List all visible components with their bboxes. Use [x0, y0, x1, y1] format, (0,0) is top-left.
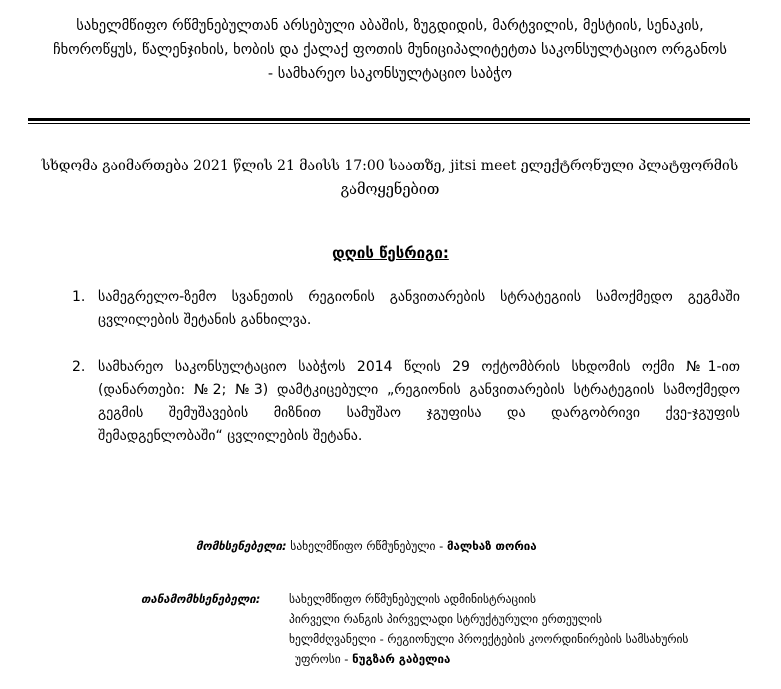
header-line-2: ჩხოროწყუს, წალენჯიხის, ხობის და ქალაქ ფოთის მუნიციპალიტეტთა საკონსულტაციო ორგანოს — [53, 42, 727, 58]
agenda-item-text — [98, 356, 740, 448]
agenda-item-line: (დანართები: №2; №3) დამტკიცებული „რეგიონის განვითარების სტრატეგიის სამოქმედო — [98, 382, 740, 398]
reporter-label: მომხსენებელი: — [196, 539, 287, 553]
header-divider-thin — [28, 123, 750, 124]
agenda-item-line: სამეგრელო-ზემო სვანეთის რეგიონის განვითარების სტრატეგიის სამოქმედო გეგმაში — [98, 289, 740, 305]
reporter-name: მალხაზ თორია — [446, 539, 537, 553]
co-reporter-line-2: პირველი რანგის პირველადი სტრუქტურული ერთეულის — [289, 612, 602, 626]
agenda-item-line: შემადგენლობაში“ ცვლილების შეტანა. — [98, 428, 363, 444]
co-reporter-details — [289, 589, 688, 669]
reporter-role: სახელმწიფო რწმუნებული - — [286, 539, 447, 553]
meeting-info-line-1: სხდომა გაიმართება 2021 წლის 21 მაისს 17:00 საათზე, jitsi meet ელექტრონული პლატფორმის — [41, 158, 739, 174]
header-divider-thick — [28, 118, 750, 121]
co-reporter-line-3: ხელმძღვანელი - რეგიონული პროექტების კოორდინირების სამსახურის — [289, 632, 689, 646]
co-reporter-line-1: სახელმწიფო რწმუნებულის ადმინისტრაციის — [289, 592, 536, 606]
header-line-1: სახელმწიფო რწმუნებულთან არსებული აბაშის, ზუგდიდის, მარტვილის, მესტიის, სენაკის, — [76, 18, 704, 34]
co-reporter-position: უფროსი - — [295, 652, 353, 666]
header-line-3: - სამხარეო საკონსულტაციო საბჭო — [267, 66, 513, 82]
agenda-item-1 — [68, 286, 740, 332]
agenda-item-number: 1. — [72, 289, 86, 305]
agenda-item-line: სამხარეო საკონსულტაციო საბჭოს 2014 წლის 29 ოქტომბრის სხდომის ოქმი №1-ით — [98, 359, 740, 375]
agenda-item-line: გეგმის შემუშავების მიზნით სამუშაო ჯგუფისა და დარგობრივი ქვე-ჯგუფის — [98, 405, 740, 421]
reporter — [196, 536, 537, 556]
agenda-item-2 — [68, 356, 740, 448]
agenda-list — [68, 286, 740, 448]
agenda-item-line: ცვლილების შეტანის განხილვა. — [98, 312, 312, 328]
co-reporter-line-4 — [289, 649, 688, 669]
meeting-info — [40, 154, 740, 202]
co-reporter-name: ნუგზარ გაბელია — [352, 652, 451, 666]
agenda-item-text — [98, 286, 740, 332]
meeting-info-line-2: გამოყენებით — [340, 182, 440, 198]
agenda-title: დღის წესრიგი: — [332, 244, 449, 262]
document-header — [40, 14, 740, 86]
co-reporter-label: თანამომხსენებელი: — [141, 592, 261, 606]
agenda-item-number: 2. — [72, 359, 86, 375]
